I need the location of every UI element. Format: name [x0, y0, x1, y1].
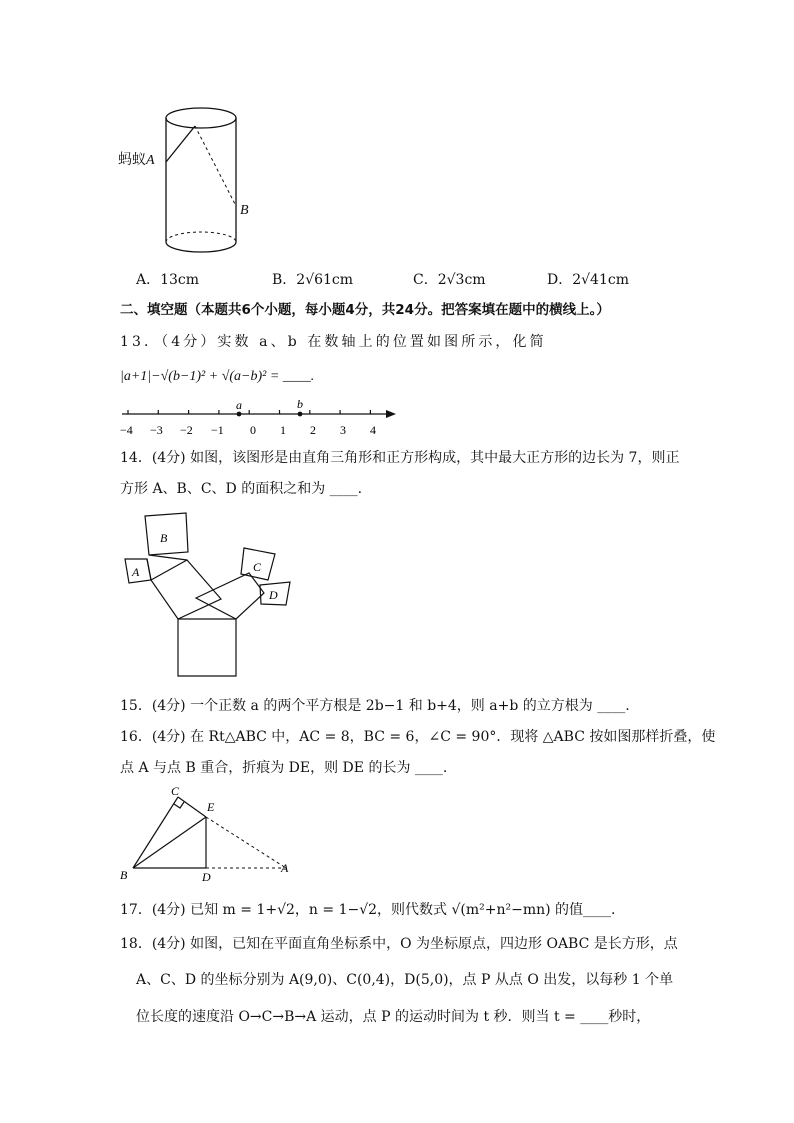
q16-line2: 点 A 与点 B 重合，折痕为 DE，则 DE 的长为 ____. — [120, 760, 448, 776]
label-b: b — [297, 397, 303, 411]
tick-label: −4 — [120, 423, 133, 437]
q14-line1: 14．(4分) 如图，该图形是由直角三角形和正方形构成，其中最大正方形的边长为 7，则正 — [120, 450, 680, 466]
q18-line2: A、C、D 的坐标分别为 A(9,0)、C(0,4)，D(5,0)，点 P 从点 O 出发，以每秒 1 个单 — [136, 972, 674, 988]
point-a-label: A — [146, 153, 155, 168]
q18-line3: 位长度的速度沿 O→C→B→A 运动，点 P 的运动时间为 t 秒．则当 t = ____秒时， — [136, 1009, 651, 1025]
cylinder-figure — [115, 96, 255, 261]
option-c: C．2√3cm — [413, 272, 486, 288]
label-b: B — [160, 531, 168, 545]
q17-text: 17．(4分) 已知 m = 1+√2，n = 1−√2，则代数式 √(m²+n²−mn) 的值____. — [120, 902, 616, 918]
option-b: B．2√61cm — [272, 272, 354, 288]
label-d: D — [202, 870, 211, 883]
squares-figure — [118, 508, 298, 680]
label-a: a — [236, 398, 242, 412]
label-b: B — [120, 868, 128, 882]
q13-expression: |a+1|−√(b−1)² + √(a−b)² = ____. — [120, 369, 315, 384]
q15-text: 15．(4分) 一个正数 a 的两个平方根是 2b−1 和 b+4，则 a+b 的立方根为 ____. — [120, 698, 630, 714]
label-a: A — [281, 861, 289, 875]
q16-line1: 16．(4分) 在 Rt△ABC 中，AC = 8，BC = 6，∠C = 90°．现将 △ABC 按如图那样折叠，使 — [120, 729, 716, 745]
tick-label: −2 — [180, 423, 193, 437]
label-e: E — [207, 800, 215, 814]
tick-label: 1 — [280, 423, 286, 437]
tick-label: 2 — [310, 423, 316, 437]
label-a: A — [132, 565, 140, 579]
label-d: D — [269, 588, 278, 602]
number-line — [118, 396, 403, 442]
tick-label: −1 — [211, 423, 224, 437]
tick-label: 4 — [370, 423, 376, 437]
label-c: C — [171, 784, 180, 798]
q18-line1: 18．(4分) 如图，已知在平面直角坐标系中，O 为坐标原点，四边形 OABC 是长方形，点 — [120, 936, 678, 952]
tick-label: 3 — [340, 423, 346, 437]
option-a: A．13cm — [136, 272, 200, 288]
fold-triangle-figure — [116, 783, 296, 883]
tick-label: 0 — [250, 423, 256, 437]
q14-line2: 方形 A、B、C、D 的面积之和为 ____. — [120, 481, 363, 497]
point-b-label: B — [240, 203, 249, 218]
ant-label: 蚂蚁A — [118, 152, 155, 168]
section-heading: 二、填空题（本题共6个小题，每小题4分，共24分。把答案填在题中的横线上。） — [120, 302, 610, 318]
q13-line1: 13．（4分）实数 a、b 在数轴上的位置如图所示，化简 — [120, 334, 547, 350]
label-c: C — [253, 560, 262, 574]
option-d: D．2√41cm — [547, 272, 629, 288]
tick-label: −3 — [150, 423, 163, 437]
